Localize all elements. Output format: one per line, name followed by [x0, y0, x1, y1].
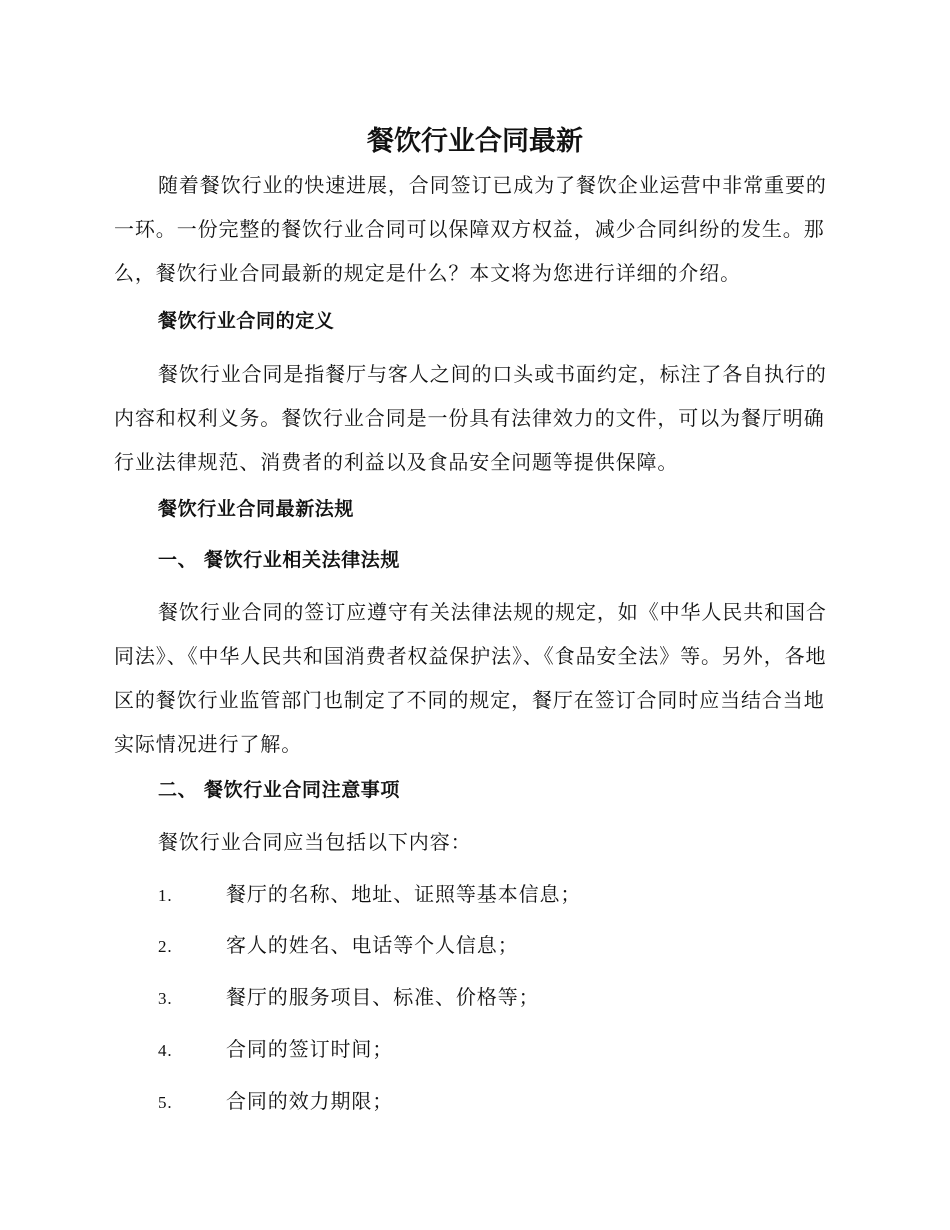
- notes-lead-text: 餐饮行业合同应当包括以下内容：: [158, 830, 472, 854]
- intro-paragraph: 随着餐饮行业的快速进展，合同签订已成为了餐饮企业运营中非常重要的一环。一份完整的餐饮行业合同可以保障双方权益，减少合同纠纷的发生。那么，餐饮行业合同最新的规定是什么？本文将为您进行详细的介绍。: [114, 173, 827, 285]
- subsection-heading-notes: [158, 775, 838, 805]
- list-item-text: 合同的效力期限；: [226, 1089, 394, 1113]
- list-item: [158, 1086, 838, 1118]
- list-marker: 3.: [158, 989, 173, 1008]
- subsection-heading-laws: [158, 545, 838, 575]
- laws-paragraph: 餐饮行业合同的签订应遵守有关法律法规的规定，如《中华人民共和国合同法》、《中华人民共和国消费者权益保护法》、《食品安全法》等。另外，各地区的餐饮行业监管部门也制定了不同的规定，餐厅在签订合同时应当结合当地实际情况进行了解。: [114, 600, 827, 756]
- definition-heading: 餐饮行业合同的定义: [158, 310, 335, 332]
- subsection-number: 二、: [158, 779, 198, 801]
- list-item: [158, 930, 838, 962]
- list-marker: 5.: [158, 1093, 173, 1112]
- list-item-text: 餐厅的服务项目、标准、价格等；: [226, 985, 540, 1009]
- subsection-title: 餐饮行业合同注意事项: [204, 779, 401, 801]
- subsection-number: 一、: [158, 549, 198, 571]
- document-title: 餐饮行业合同最新: [367, 126, 583, 157]
- list-item: [158, 879, 838, 911]
- subsection-title: 餐饮行业相关法律法规: [204, 549, 401, 571]
- definition-paragraph: 餐饮行业合同是指餐厅与客人之间的口头或书面约定，标注了各自执行的内容和权利义务。餐饮行业合同是一份具有法律效力的文件，可以为餐厅明确行业法律规范、消费者的利益以及食品安全问题等提供保障。: [114, 362, 827, 474]
- regulations-heading: 餐饮行业合同最新法规: [158, 498, 355, 520]
- list-marker: 4.: [158, 1041, 173, 1060]
- list-item: [158, 1034, 838, 1066]
- list-item: [158, 982, 838, 1014]
- list-marker: 2.: [158, 937, 173, 956]
- list-marker: 1.: [158, 886, 173, 905]
- list-item-text: 合同的签订时间；: [226, 1037, 394, 1061]
- list-item-text: 餐厅的名称、地址、证照等基本信息；: [226, 882, 582, 906]
- list-item-text: 客人的姓名、电话等个人信息；: [226, 933, 519, 957]
